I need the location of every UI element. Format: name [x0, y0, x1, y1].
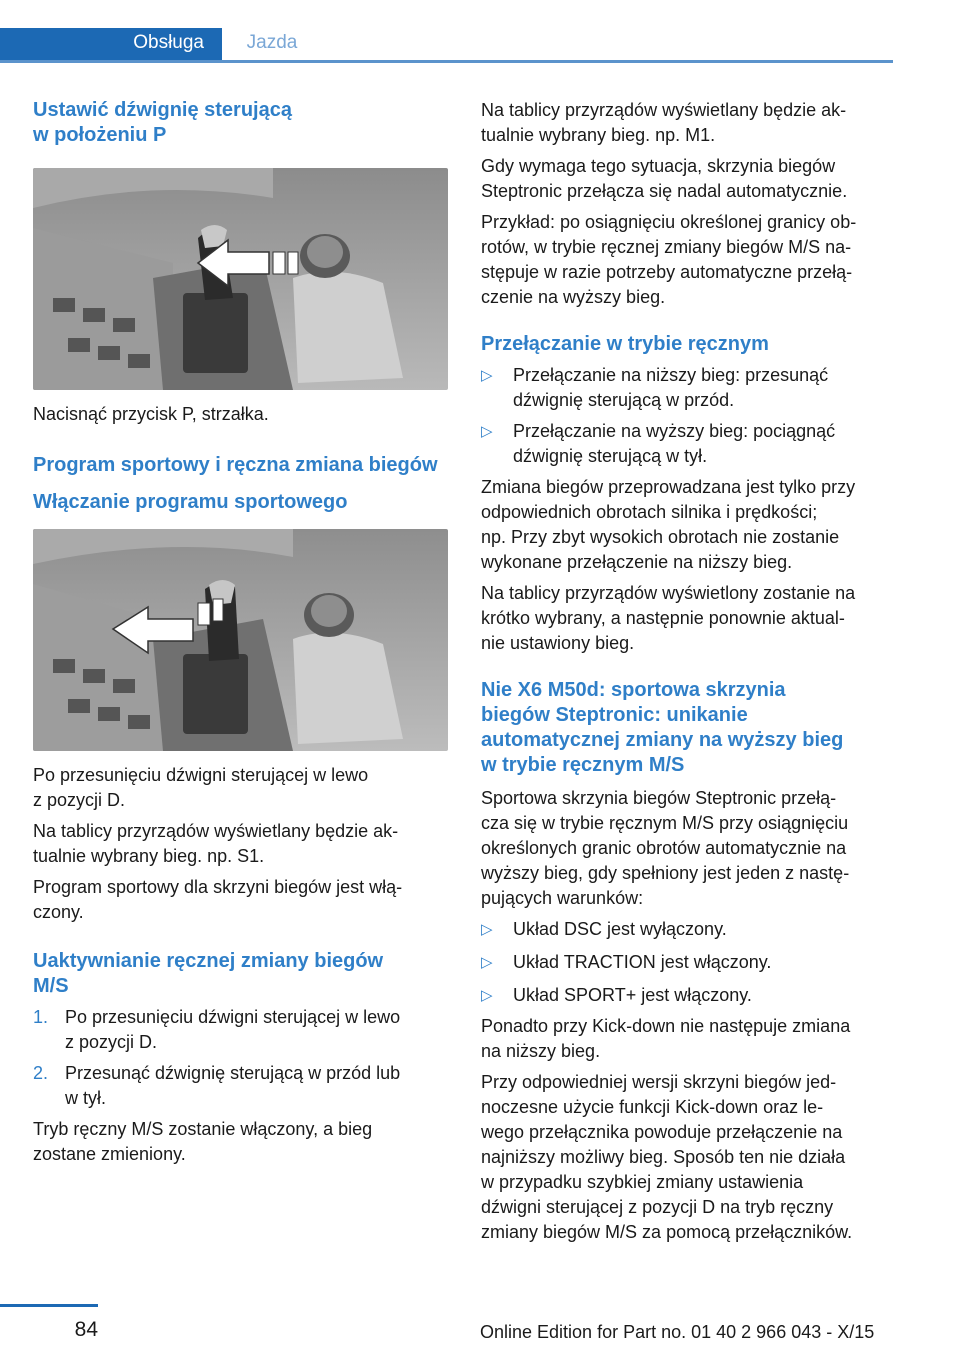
- paragraph-ms-on: Tryb ręczny M/S zostanie włączony, a bieg zostane zmieniony.: [33, 1119, 373, 1164]
- tab-jazda[interactable]: Jazda: [246, 32, 298, 53]
- triangle-bullet-icon: ▷: [481, 987, 493, 1004]
- paragraph-shift-conditions: Zmiana biegów przeprowadzana jest tylko przy odpowiednich obrotach silnika i prędkości; np. Przy zbyt wysokich obrotach nie zostanie wykonane przełączenie na niższy bieg.: [481, 477, 856, 572]
- triangle-bullet-icon: ▷: [481, 423, 493, 440]
- paragraph-display-brief: Na tablicy przyrządów wyświetlony zostanie na krótko wybrany, a następnie ponownie aktual- nie ustawiony bieg.: [481, 583, 856, 653]
- selector-lever-left-illustration: [33, 529, 448, 751]
- triangle-bullet-icon: ▷: [481, 921, 493, 938]
- heading-park: Ustawić dźwignię sterującą w położeniu P: [33, 99, 292, 146]
- steps-list: [33, 1005, 448, 1111]
- right-column: [481, 98, 894, 1245]
- conditions-list: [481, 917, 894, 1008]
- paragraph-kickdown-version: Przy odpowiedniej wersji skrzyni biegów jed- noczesne użycie funkcji Kick-down oraz le- wego przełącznika powoduje przełączenie na najniższy możliwy bieg. Sposób ten nie działa w przypadku szybkiej zmiany ustawienia dźwigni sterującej z pozycji D na tryb ręczny zmiany biegów M/S za pomocą przełączników.: [481, 1072, 853, 1242]
- figure-selector-lever-left: [33, 529, 448, 751]
- selector-lever-p-illustration: [33, 168, 448, 390]
- figure-selector-lever-p: [33, 168, 448, 390]
- edition-note: Online Edition for Part no. 01 40 2 966 043 - X/15: [480, 1322, 875, 1342]
- paragraph-display-m1: Na tablicy przyrządów wyświetlany będzie ak- tualnie wybrany bieg. np. M1.: [481, 100, 847, 145]
- paragraph-example: Przykład: po osiągnięciu określonej granicy ob- rotów, w trybie ręcznej zmiany biegów M/S na- stępuje w razie potrzeby automatyczne przełą- czenie na wyższy bieg.: [481, 212, 857, 307]
- list-item: ▷ Układ TRACTION jest włączony.: [481, 950, 894, 975]
- heading-sport-on: Włączanie programu sportowego: [33, 491, 348, 513]
- chapter-tabs: [0, 28, 893, 62]
- triangle-bullet-icon: ▷: [481, 954, 493, 971]
- list-item: 2. Przesunąć dźwignię sterującą w przód lub w tył.: [33, 1063, 401, 1108]
- footer-rule: [0, 1304, 98, 1307]
- paragraph-press-p: Nacisnąć przycisk P, strzałka.: [33, 404, 269, 424]
- list-item: ▷ Układ DSC jest wyłączony.: [481, 917, 894, 942]
- paragraph-move-left: Po przesunięciu dźwigni sterującej w lewo z pozycji D.: [33, 765, 369, 810]
- left-column: [33, 98, 448, 1167]
- paragraph-steptronic: Sportowa skrzynia biegów Steptronic przełą- cza się w trybie ręcznym M/S przy osiągnięciu określonych granic obrotów automatycznie na wyższy bieg, gdy spełniony jest jeden z nastę- pujących warunków:: [481, 788, 850, 908]
- paragraph-auto-shift: Gdy wymaga tego sytuacja, skrzynia biegów Steptronic przełącza się nadal automatycznie.: [481, 156, 848, 201]
- paragraph-sport-enabled: Program sportowy dla skrzyni biegów jest włą- czony.: [33, 877, 403, 922]
- page-number: 84: [74, 1318, 98, 1341]
- tab-obsluga[interactable]: Obsługa: [0, 28, 222, 62]
- heading-manual-shift: Przełączanie w trybie ręcznym: [481, 333, 769, 355]
- list-item: ▷ Układ SPORT+ jest włączony.: [481, 983, 894, 1008]
- list-item: ▷ Przełączanie na wyższy bieg: pociągnąć dźwignię sterującą w tył.: [481, 421, 836, 466]
- paragraph-kickdown: Ponadto przy Kick-down nie następuje zmiana na niższy bieg.: [481, 1016, 851, 1061]
- triangle-bullet-icon: ▷: [481, 367, 493, 384]
- heading-sport-program: Program sportowy i ręczna zmiana biegów: [33, 454, 438, 476]
- header-rule: [0, 60, 893, 63]
- paragraph-display-s1: Na tablicy przyrządów wyświetlany będzie ak- tualnie wybrany bieg. np. S1.: [33, 821, 399, 866]
- list-item: 1. Po przesunięciu dźwigni sterującej w lewo z pozycji D.: [33, 1007, 401, 1052]
- list-item: ▷ Przełączanie na niższy bieg: przesunąć dźwignię sterującą w przód.: [481, 365, 829, 410]
- manual-shift-list: [481, 363, 894, 469]
- heading-activate-ms: Uaktywnianie ręcznej zmiany biegów M/S: [33, 950, 384, 997]
- heading-x6-m50d: Nie X6 M50d: sportowa skrzynia biegów Steptronic: unikanie automatycznej zmiany na wyższy bieg w trybie ręcznym M/S: [481, 679, 844, 776]
